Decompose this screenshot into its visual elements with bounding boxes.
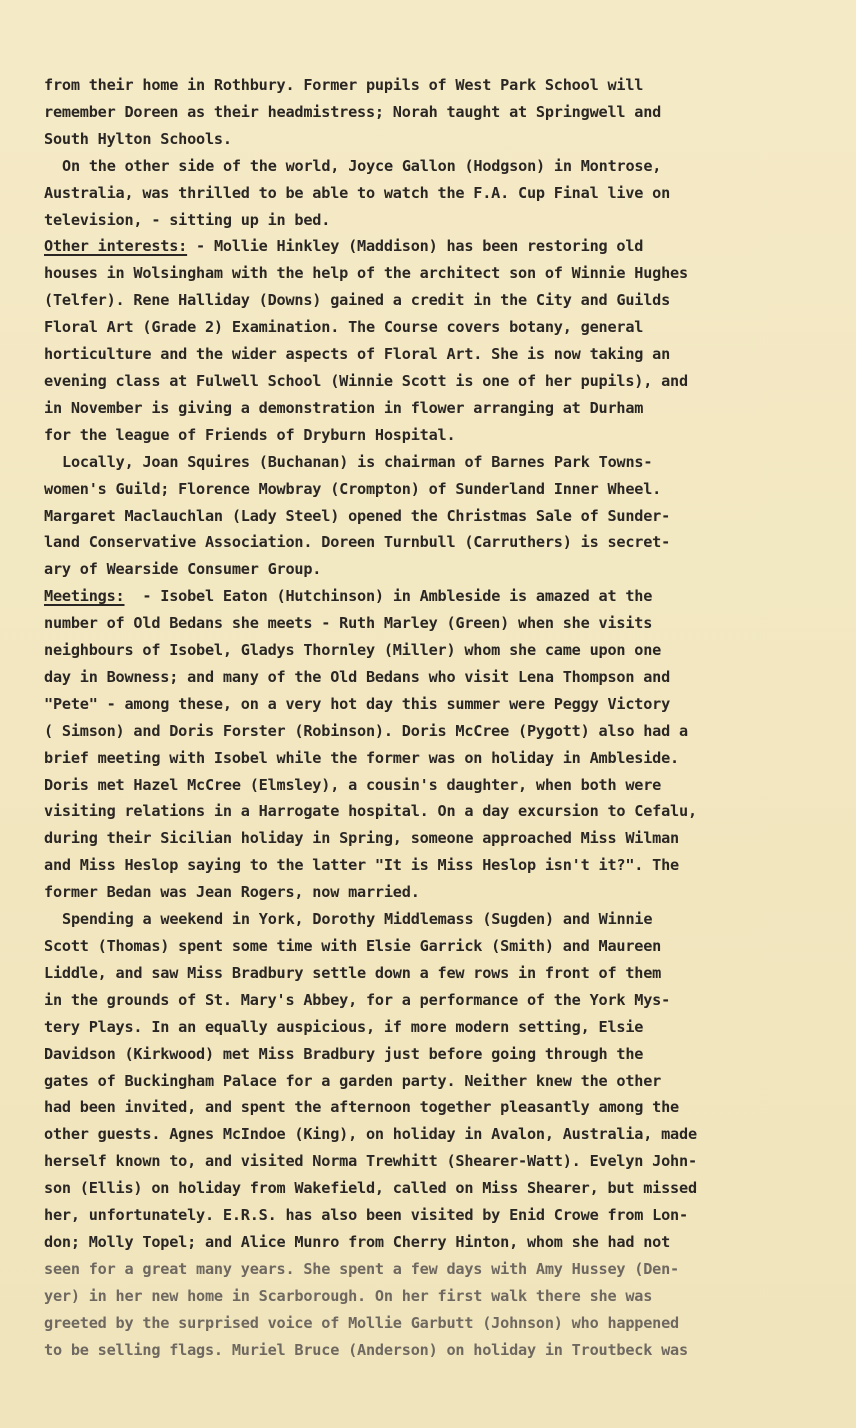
text-line: land Conservative Association. Doreen Turnbull (Carruthers) is secret- xyxy=(44,533,671,552)
text-line: Australia, was thrilled to be able to watch the F.A. Cup Final live on xyxy=(44,183,671,202)
text-line: Floral Art (Grade 2) Examination. The Course covers botany, general xyxy=(44,318,644,337)
text-line: South Hylton Schools. xyxy=(44,129,232,148)
paragraph-other-interests xyxy=(44,233,824,448)
section-heading-other-interests: Other interests: xyxy=(44,237,188,256)
text-line: other guests. Agnes McIndoe (King), on holiday in Avalon, Australia, made xyxy=(44,1125,697,1144)
text-line: evening class at Fulwell School (Winnie Scott is one of her pupils), and xyxy=(44,371,688,390)
text-line: and Miss Heslop saying to the latter "It is Miss Heslop isn't it?". The xyxy=(44,856,679,875)
paragraph-york xyxy=(44,906,824,1363)
text-line: Margaret Maclauchlan (Lady Steel) opened the Christmas Sale of Sunder- xyxy=(44,506,671,525)
text-line xyxy=(44,233,824,260)
text-line: brief meeting with Isobel while the former was on holiday in Ambleside. xyxy=(44,748,679,767)
text-line: houses in Wolsingham with the help of the architect son of Winnie Hughes xyxy=(44,264,688,283)
document-body xyxy=(44,72,824,1364)
text-line: seen for a great many years. She spent a few days with Amy Hussey (Den- xyxy=(44,1259,679,1278)
text-line: television, - sitting up in bed. xyxy=(44,210,331,229)
text-line: "Pete" - among these, on a very hot day this summer were Peggy Victory xyxy=(44,694,671,713)
text-line: visiting relations in a Harrogate hospital. On a day excursion to Cefalu, xyxy=(44,802,697,821)
paragraph-rothbury xyxy=(44,72,824,153)
text-line: ( Simson) and Doris Forster (Robinson). Doris McCree (Pygott) also had a xyxy=(44,721,688,740)
text-line: Davidson (Kirkwood) met Miss Bradbury just before going through the xyxy=(44,1044,644,1063)
paragraph-meetings xyxy=(44,583,824,906)
text-line: yer) in her new home in Scarborough. On her first walk there she was xyxy=(44,1286,653,1305)
text-line: horticulture and the wider aspects of Floral Art. She is now taking an xyxy=(44,345,671,364)
text-line: Liddle, and saw Miss Bradbury settle down a few rows in front of them xyxy=(44,963,662,982)
text-line: her, unfortunately. E.R.S. has also been visited by Enid Crowe from Lon- xyxy=(44,1206,688,1225)
text-line: Doris met Hazel McCree (Elmsley), a cousin's daughter, when both were xyxy=(44,775,662,794)
text-run: - Isobel Eaton (Hutchinson) in Ambleside is amazed at the xyxy=(142,587,653,606)
text-line: gates of Buckingham Palace for a garden party. Neither knew the other xyxy=(44,1071,662,1090)
text-line: former Bedan was Jean Rogers, now married. xyxy=(44,883,420,902)
text-line: ary of Wearside Consumer Group. xyxy=(44,560,322,579)
text-line: Scott (Thomas) spent some time with Elsie Garrick (Smith) and Maureen xyxy=(44,937,662,955)
text-line: number of Old Bedans she meets - Ruth Marley (Green) when she visits xyxy=(44,614,653,633)
text-line: son (Ellis) on holiday from Wakefield, called on Miss Shearer, but missed xyxy=(44,1179,697,1198)
text-line: day in Bowness; and many of the Old Bedans who visit Lena Thompson and xyxy=(44,667,671,686)
text-line: remember Doreen as their headmistress; Norah taught at Springwell and xyxy=(44,102,662,121)
text-line xyxy=(44,583,824,610)
text-line: women's Guild; Florence Mowbray (Crompton) of Sunderland Inner Wheel. xyxy=(44,479,662,498)
text-line: in November is giving a demonstration in flower arranging at Durham xyxy=(44,398,644,417)
paragraph-locally xyxy=(44,449,824,584)
text-line: to be selling flags. Muriel Bruce (Anderson) on holiday in Troutbeck was xyxy=(44,1340,688,1359)
text-line: for the league of Friends of Dryburn Hospital. xyxy=(44,425,456,444)
section-heading-meetings: Meetings: xyxy=(44,587,125,606)
text-run: - Mollie Hinkley (Maddison) has been restoring old xyxy=(187,237,644,256)
text-line: tery Plays. In an equally auspicious, if more modern setting, Elsie xyxy=(44,1017,644,1036)
paragraph-joyce-gallon xyxy=(44,153,824,234)
text-line: Locally, Joan Squires (Buchanan) is chairman of Barnes Park Towns- xyxy=(62,452,653,471)
text-line: On the other side of the world, Joyce Gallon (Hodgson) in Montrose, xyxy=(62,156,662,175)
text-line: don; Molly Topel; and Alice Munro from Cherry Hinton, whom she had not xyxy=(44,1232,671,1251)
text-line: had been invited, and spent the afternoon together pleasantly among the xyxy=(44,1098,679,1117)
text-line: Spending a weekend in York, Dorothy Middlemass (Sugden) and Winnie xyxy=(62,910,653,929)
text-line: from their home in Rothbury. Former pupils of West Park School will xyxy=(44,76,644,94)
text-line: greeted by the surprised voice of Mollie Garbutt (Johnson) who happened xyxy=(44,1313,679,1332)
text-line: during their Sicilian holiday in Spring, someone approached Miss Wilman xyxy=(44,829,679,848)
text-line: herself known to, and visited Norma Trewhitt (Shearer-Watt). Evelyn John- xyxy=(44,1152,697,1171)
text-line: in the grounds of St. Mary's Abbey, for a performance of the York Mys- xyxy=(44,990,671,1009)
text-line: (Telfer). Rene Halliday (Downs) gained a credit in the City and Guilds xyxy=(44,291,671,310)
text-line: neighbours of Isobel, Gladys Thornley (Miller) whom she came upon one xyxy=(44,641,662,660)
